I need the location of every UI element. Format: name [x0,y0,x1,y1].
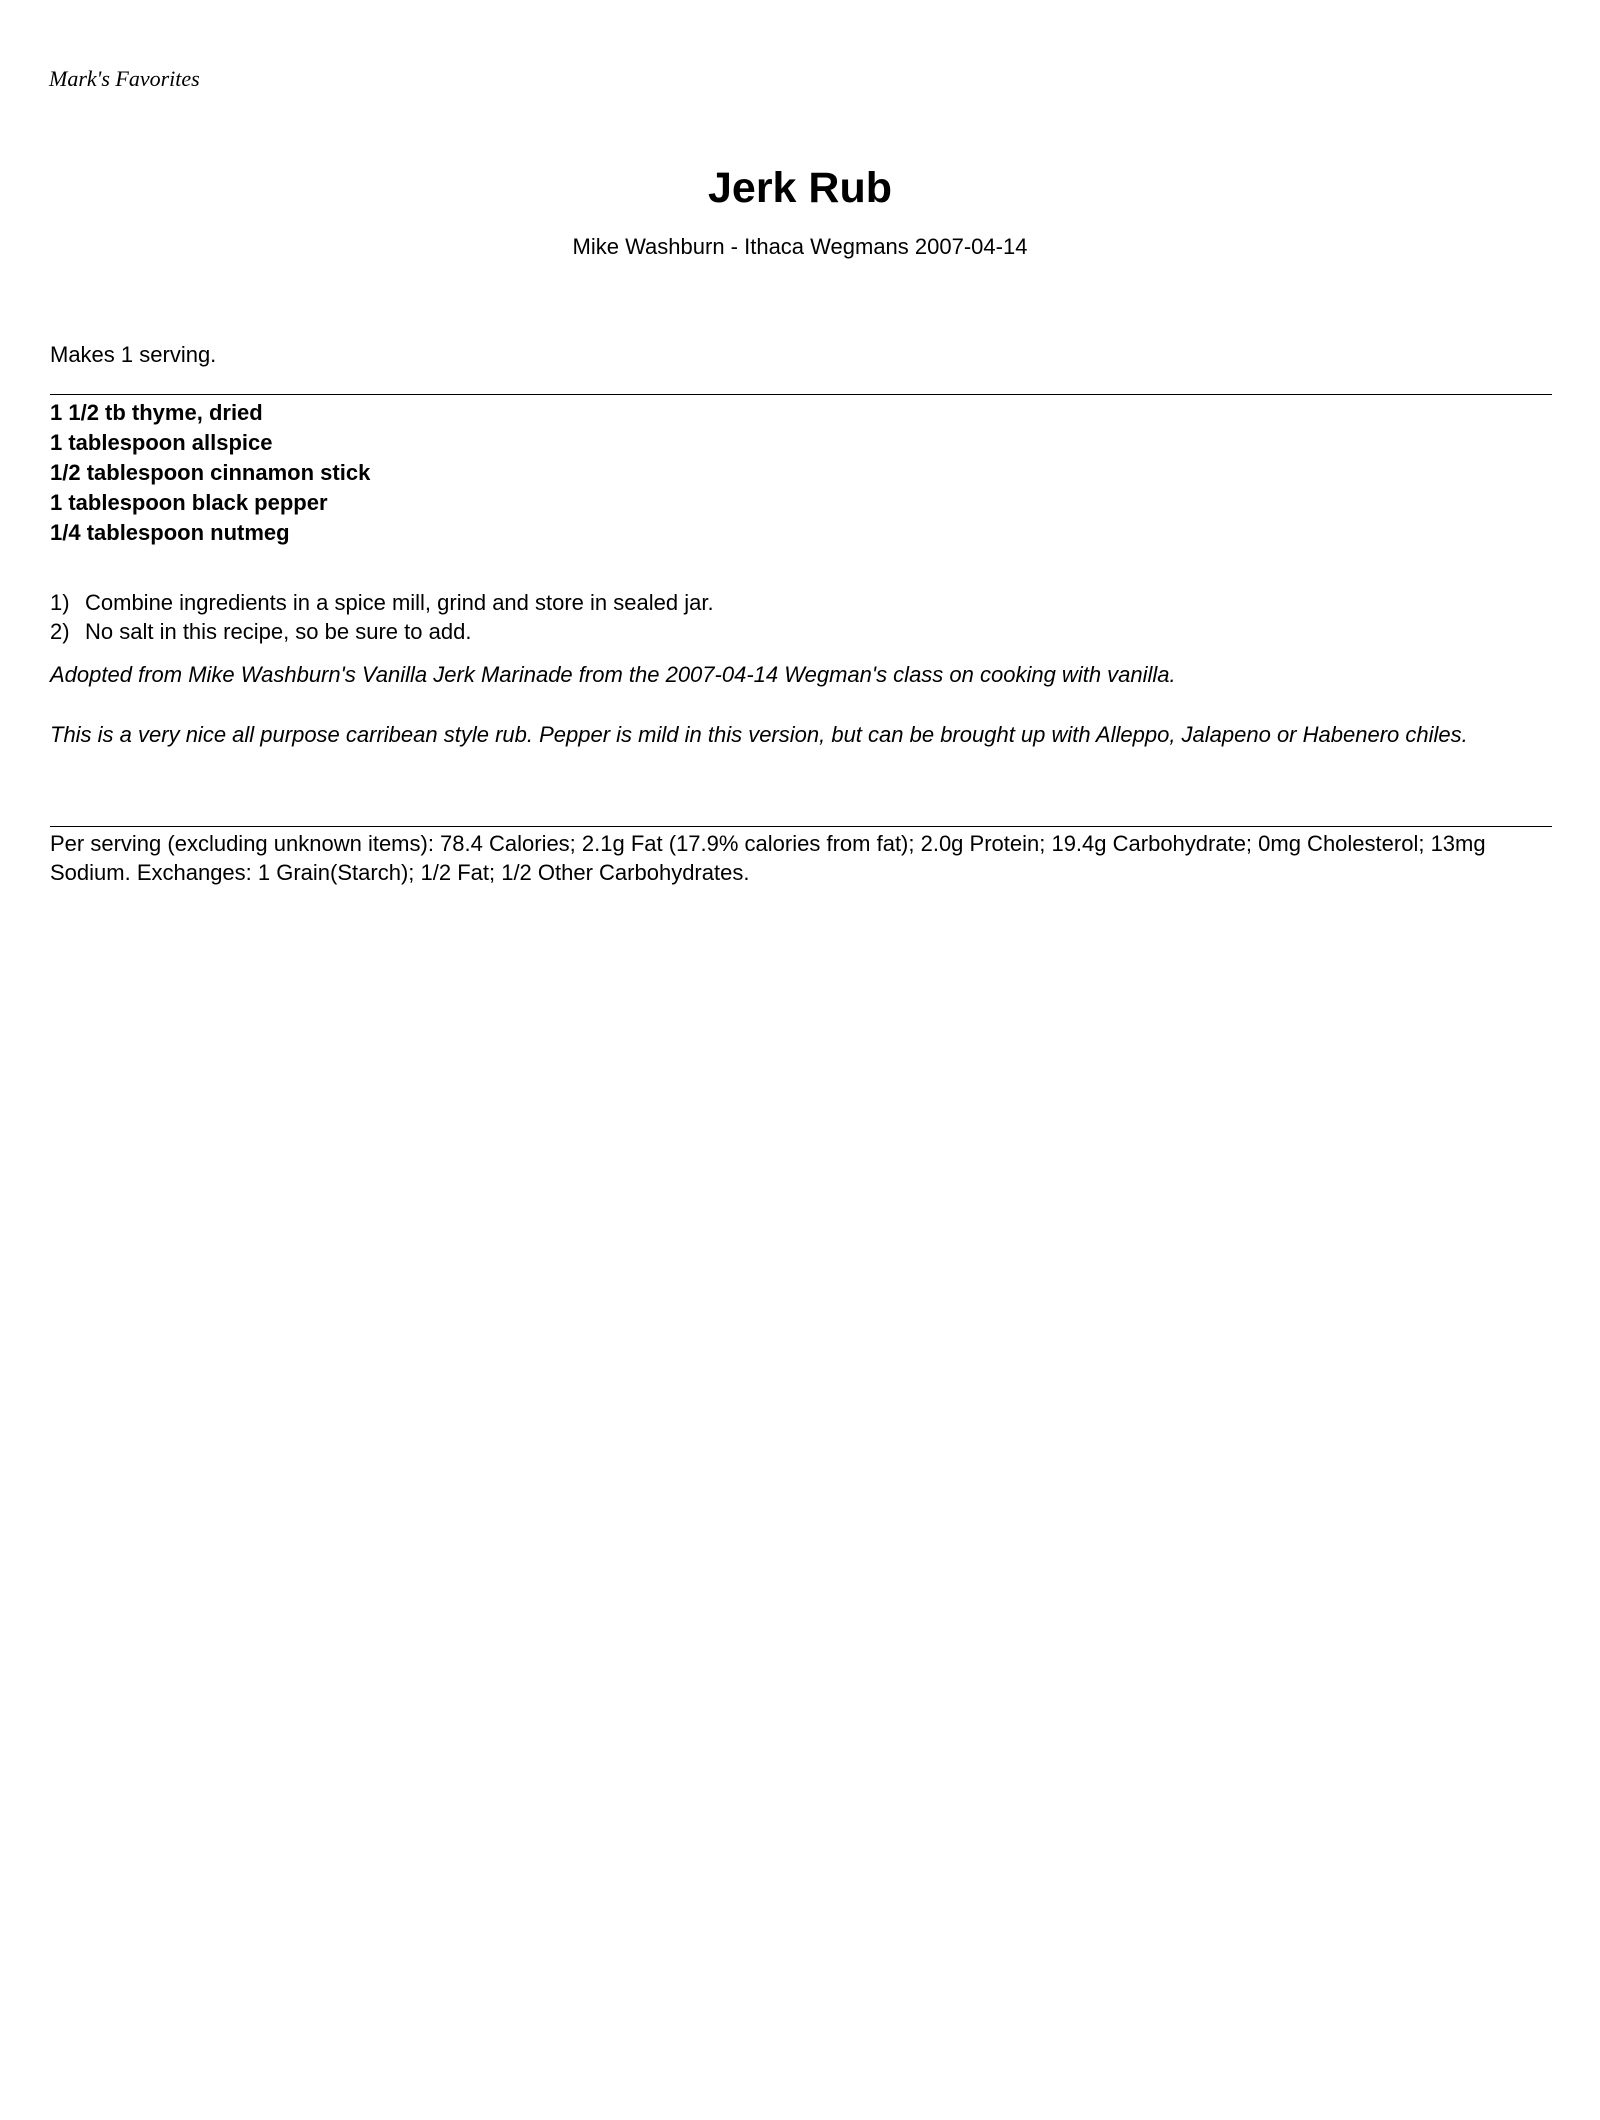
recipe-title: Jerk Rub [707,164,892,212]
step-number: 1) [50,590,70,615]
recipe-note: This is a very nice all purpose carribean style rub. Pepper is mild in this version, but can be brought up with Alleppo, Jalapeno or Habenero chiles. [50,722,1468,747]
ingredient-list [50,398,370,548]
recipe-yield: Makes 1 serving. [50,342,217,367]
divider-bottom [50,826,1552,827]
collection-header: Mark's Favorites [49,66,200,91]
step-text: Combine ingredients in a spice mill, grind and store in sealed jar. [85,590,714,615]
step-text: No salt in this recipe, so be sure to add. [85,619,472,644]
recipe-byline: Mike Washburn - Ithaca Wegmans 2007-04-14 [572,234,1028,259]
divider-top [50,394,1552,395]
direction-list [50,588,714,646]
ingredient-item: 1 1/2 tb thyme, dried [50,400,263,425]
recipe-note: Adopted from Mike Washburn's Vanilla Jerk Marinade from the 2007-04-14 Wegman's class on cooking with vanilla. [50,662,1176,687]
ingredient-item: 1/4 tablespoon nutmeg [50,520,290,545]
step-number: 2) [50,619,70,644]
direction-step [50,588,714,617]
ingredient-item: 1/2 tablespoon cinnamon stick [50,460,371,485]
nutrition-info: Per serving (excluding unknown items): 78.4 Calories; 2.1g Fat (17.9% calories from fat); 2.0g Protein; 19.4g Carbohydrate; 0mg Cholesterol; 13mg Sodium. Exchanges: 1 Grain(Starch); 1/2 Fat; 1/2 Other Carbohydrates. [50,831,1486,885]
direction-step [50,617,714,646]
ingredient-item: 1 tablespoon allspice [50,430,273,455]
ingredient-item: 1 tablespoon black pepper [50,490,328,515]
